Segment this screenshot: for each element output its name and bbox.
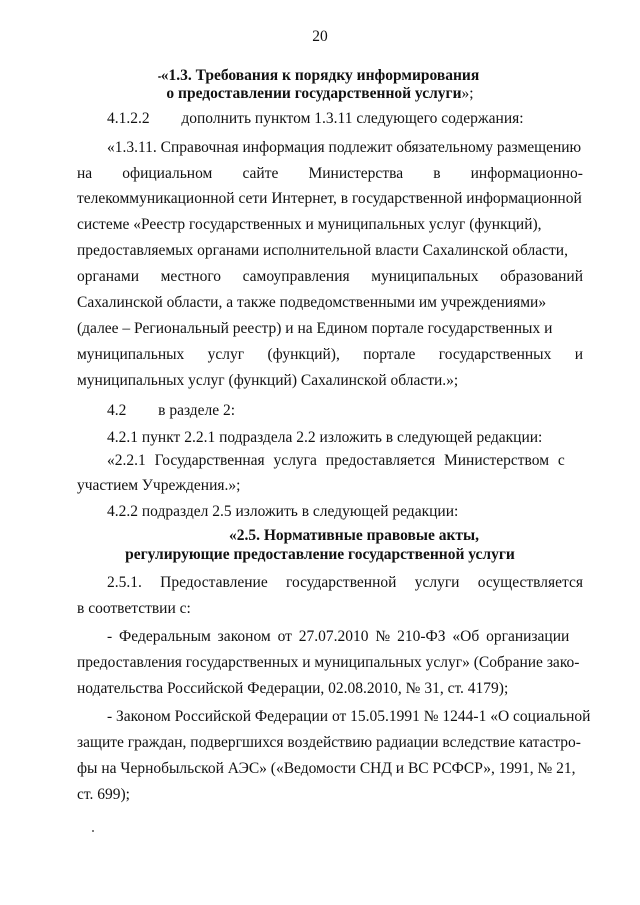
word: государственной [285,574,397,591]
word: 2.5.1. [107,574,142,591]
section-heading-1-3-line2 [0,84,640,104]
word: образований [500,268,583,285]
law-1-line1: - Федеральным законом от 27.07.2010 № 210-ФЗ «Об организации [107,628,570,645]
section-heading-1-3-line2-tail: »; [461,85,474,102]
para-1-3-11-line2 [77,164,583,184]
section-heading-2-5-line2: регулирующие предоставление государственной услуги [125,546,515,563]
law-1-line3: нодательства Российской Федерации, 02.08.2010, № 31, ст. 4179); [77,680,509,697]
word: муниципальных [77,346,185,363]
word: услуг [207,346,245,363]
scan-speck [92,830,94,832]
para-1-3-11-line1: «1.3.11. Справочная информация подлежит обязательному размещению [107,139,582,156]
para-1-3-11-line7: Сахалинской области, а также подведомственными им учреждениями» [77,294,547,311]
para-1-3-11-line3: телекоммуникационной сети Интернет, в государственной информационной [77,190,582,207]
section-heading-1-3-line2-text: о предоставлении государственной услуги [166,85,462,102]
law-2-line4: ст. 699); [77,786,130,803]
scan-speck [158,76,161,78]
para-2-5-1-line1 [107,573,583,593]
word: осуществляется [477,574,583,591]
para-2-2-1-line1: «2.2.1 Государственная услуга предоставляется Министерством с [107,452,565,469]
word: муниципальных [371,268,479,285]
item-4-2-text: в разделе 2: [158,402,236,419]
word: информационно- [470,165,583,182]
para-1-3-11-line4: системе «Реестр государственных и муниципальных услуг (функций), [77,216,542,233]
item-4-1-2-2 [107,109,524,129]
section-heading-1-3-line1: «1.3. Требования к порядку информирования [160,67,480,84]
para-2-2-1-line2: участием Учреждения.»; [77,477,241,494]
word: Предоставление [160,574,268,591]
word: местного [160,268,222,285]
para-2-5-1-line2: в соответствии с: [77,600,191,617]
item-4-1-2-2-text: дополнить пунктом 1.3.11 следующего содержания: [181,110,524,127]
law-2-line3: фы на Чернобыльской АЭС» («Ведомости СНД и ВС РСФСР», 1991, № 21, [77,760,576,777]
item-4-2 [107,401,235,421]
para-1-3-11-line6 [77,267,583,287]
word: портале [363,346,416,363]
page-number: 20 [312,28,328,45]
section-heading-2-5-line1: «2.5. Нормативные правовые акты, [229,527,479,544]
word: органами [77,268,140,285]
para-1-3-11-line5: предоставляемых органами исполнительной власти Сахалинской области, [77,242,568,259]
word: сайте [242,165,279,182]
law-2-line2: защите граждан, подвергшихся воздействию радиации вследствие катастро- [77,734,581,751]
word: Министерства [308,165,404,182]
para-1-3-11-line8: (далее – Региональный реестр) и на Едином портале государственных и [77,320,553,337]
para-1-3-11-line9 [77,345,583,365]
word: и [574,346,583,363]
law-2-line1: - Законом Российской Федерации от 15.05.1991 № 1244-1 «О социальной [107,708,591,725]
word: государственных [438,346,552,363]
word: услуги [414,574,460,591]
word: (функций), [267,346,340,363]
item-4-2-2: 4.2.2 подраздел 2.5 изложить в следующей редакции: [107,503,459,520]
item-4-1-2-2-number: 4.1.2.2 [107,110,150,127]
law-1-line2: предоставления государственных и муниципальных услуг» (Собрание зако- [77,654,580,671]
word: в [433,165,441,182]
item-4-2-1: 4.2.1 пункт 2.2.1 подраздела 2.2 изложить в следующей редакции: [107,429,543,446]
item-4-2-number: 4.2 [107,402,127,419]
word: самоуправления [242,268,350,285]
word: официальном [122,165,213,182]
word: на [77,165,93,182]
para-1-3-11-line10: муниципальных услуг (функций) Сахалинской области.»; [77,372,459,389]
